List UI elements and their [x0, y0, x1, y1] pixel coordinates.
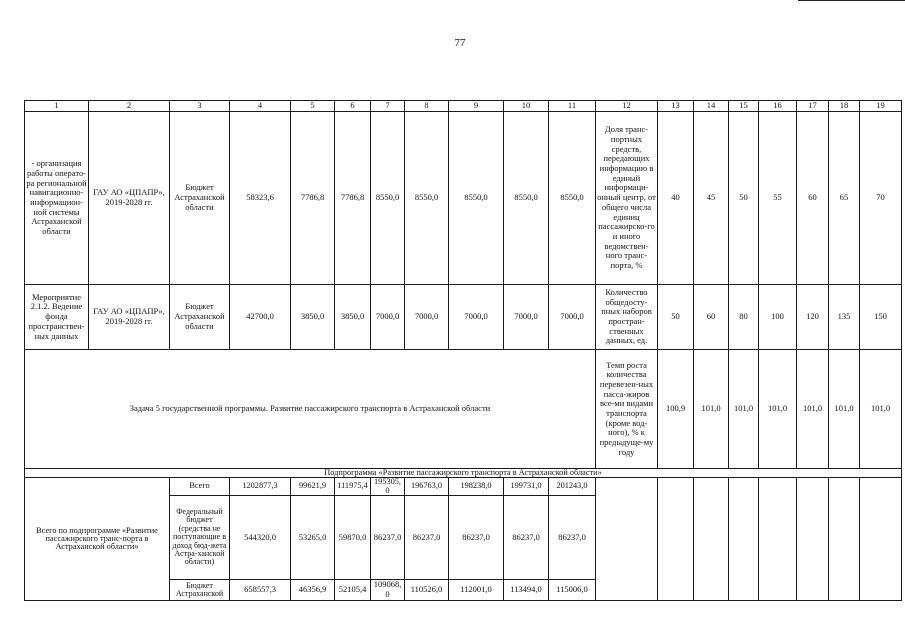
- indicator-cell: Количество общедосту-пных наборов простран-ственных данных, ед.: [596, 285, 658, 350]
- column-number: 8: [405, 101, 449, 112]
- amount-cell: 198238,0: [449, 478, 504, 496]
- target-cell: 50: [729, 112, 759, 285]
- column-number: 4: [230, 101, 291, 112]
- table-row: [25, 350, 902, 469]
- amount-cell: 7000,0: [449, 285, 504, 350]
- task-title: Задача 5 государственной программы. Развитие пассажирского транспорта в Астраханской области: [25, 350, 596, 469]
- column-number: 13: [658, 101, 694, 112]
- column-number: 5: [291, 101, 335, 112]
- amount-cell: 46356,9: [291, 579, 335, 600]
- indicator-cell: Темп роста количества перевезен-ных пасса-жиров все-ми видами транспорта (кроме вод-ного), % к предыдуще-му году: [596, 350, 658, 469]
- executor-cell: ГАУ АО «ЦПАПР», 2019-2028 гг.: [89, 112, 170, 285]
- column-number-row: [25, 101, 902, 112]
- amount-cell: 8550,0: [549, 112, 596, 285]
- target-cell: 55: [759, 112, 797, 285]
- amount-cell: 8550,0: [405, 112, 449, 285]
- indicator-cell: Доля транс-портных средств, передающих информацию в единый информаци-онный центр, от общего числа единиц пассажирско-го и иного ведомствен-ного транс-порта, %: [596, 112, 658, 285]
- amount-cell: 42700,0: [230, 285, 291, 350]
- target-cell: 101,0: [829, 350, 860, 469]
- empty-cell: [759, 478, 797, 601]
- amount-cell: 7000,0: [549, 285, 596, 350]
- target-cell: 100,9: [658, 350, 694, 469]
- amount-cell: 8550,0: [371, 112, 405, 285]
- target-cell: 40: [658, 112, 694, 285]
- subprogram-title: Подпрограмма «Развитие пассажирского транспорта в Астраханской области»: [25, 469, 902, 478]
- funding-source: Всего: [170, 478, 230, 496]
- target-cell: 100: [759, 285, 797, 350]
- amount-cell: 544320,0: [230, 495, 291, 579]
- subprogram-total-name: Всего по подпрограмме «Развитие пассажирского транс-порта в Астраханской области»: [25, 478, 170, 601]
- amount-cell: 86237,0: [549, 495, 596, 579]
- column-number: 11: [549, 101, 596, 112]
- amount-cell: 3850,0: [335, 285, 371, 350]
- amount-cell: 7786,8: [335, 112, 371, 285]
- column-number: 10: [504, 101, 549, 112]
- amount-cell: 7000,0: [504, 285, 549, 350]
- amount-cell: 52105,4: [335, 579, 371, 600]
- target-cell: 80: [729, 285, 759, 350]
- empty-cell: [860, 478, 902, 601]
- amount-cell: 1202877,3: [230, 478, 291, 496]
- amount-cell: 53265,0: [291, 495, 335, 579]
- empty-cell: [596, 478, 658, 601]
- table-row: [25, 112, 902, 285]
- target-cell: 135: [829, 285, 860, 350]
- amount-cell: 111975,4: [335, 478, 371, 496]
- funding-source: Бюджет Астраханской: [170, 579, 230, 600]
- column-number: 2: [89, 101, 170, 112]
- column-number: 12: [596, 101, 658, 112]
- amount-cell: 86237,0: [449, 495, 504, 579]
- amount-cell: 86237,0: [405, 495, 449, 579]
- column-number: 19: [860, 101, 902, 112]
- amount-cell: 113494,0: [504, 579, 549, 600]
- amount-cell: 199731,0: [504, 478, 549, 496]
- amount-cell: 196763,0: [405, 478, 449, 496]
- empty-cell: [729, 478, 759, 601]
- target-cell: 65: [829, 112, 860, 285]
- column-number: 17: [797, 101, 829, 112]
- amount-cell: 658557,3: [230, 579, 291, 600]
- page-number: 77: [454, 37, 466, 49]
- amount-cell: 58323,6: [230, 112, 291, 285]
- amount-cell: 7000,0: [405, 285, 449, 350]
- target-cell: 50: [658, 285, 694, 350]
- column-number: 7: [371, 101, 405, 112]
- amount-cell: 8550,0: [449, 112, 504, 285]
- column-number: 16: [759, 101, 797, 112]
- target-cell: 120: [797, 285, 829, 350]
- budget-table: [24, 100, 902, 601]
- amount-cell: 8550,0: [504, 112, 549, 285]
- table-row: [25, 478, 902, 496]
- column-number: 14: [694, 101, 729, 112]
- empty-cell: [658, 478, 694, 601]
- funding-source: Бюджет Астраханской области: [170, 112, 230, 285]
- target-cell: 60: [797, 112, 829, 285]
- target-cell: 101,0: [797, 350, 829, 469]
- amount-cell: 115006,0: [549, 579, 596, 600]
- empty-cell: [694, 478, 729, 601]
- amount-cell: 7786,8: [291, 112, 335, 285]
- amount-cell: 3850,0: [291, 285, 335, 350]
- empty-cell: [829, 478, 860, 601]
- amount-cell: 112001,0: [449, 579, 504, 600]
- activity-name: Мероприятие 2.1.2. Ведение фонда пространствен-ных данных: [25, 285, 89, 350]
- column-number: 9: [449, 101, 504, 112]
- amount-cell: 109068,0: [371, 579, 405, 600]
- target-cell: 101,0: [860, 350, 902, 469]
- top-rule: [798, 0, 905, 1]
- activity-name: - организация работы операто-ра региональной навигационно-информацион-ной системы Астраханской области: [25, 112, 89, 285]
- amount-cell: 99621,9: [291, 478, 335, 496]
- target-cell: 60: [694, 285, 729, 350]
- target-cell: 150: [860, 285, 902, 350]
- target-cell: 70: [860, 112, 902, 285]
- column-number: 6: [335, 101, 371, 112]
- amount-cell: 201243,0: [549, 478, 596, 496]
- column-number: 1: [25, 101, 89, 112]
- column-number: 3: [170, 101, 230, 112]
- table-row: [25, 285, 902, 350]
- column-number: 15: [729, 101, 759, 112]
- empty-cell: [797, 478, 829, 601]
- amount-cell: 195305,0: [371, 478, 405, 496]
- amount-cell: 7000,0: [371, 285, 405, 350]
- target-cell: 101,0: [694, 350, 729, 469]
- amount-cell: 110526,0: [405, 579, 449, 600]
- funding-source: Бюджет Астраханской области: [170, 285, 230, 350]
- target-cell: 101,0: [759, 350, 797, 469]
- amount-cell: 86237,0: [371, 495, 405, 579]
- executor-cell: ГАУ АО «ЦПАПР», 2019-2028 гг.: [89, 285, 170, 350]
- target-cell: 101,0: [729, 350, 759, 469]
- target-cell: 45: [694, 112, 729, 285]
- amount-cell: 86237,0: [504, 495, 549, 579]
- subprogram-row: [25, 469, 902, 478]
- funding-source: Федеральный бюджет (средства не поступающие в доход бюд-жета Астра-ханской области): [170, 495, 230, 579]
- column-number: 18: [829, 101, 860, 112]
- amount-cell: 59870,0: [335, 495, 371, 579]
